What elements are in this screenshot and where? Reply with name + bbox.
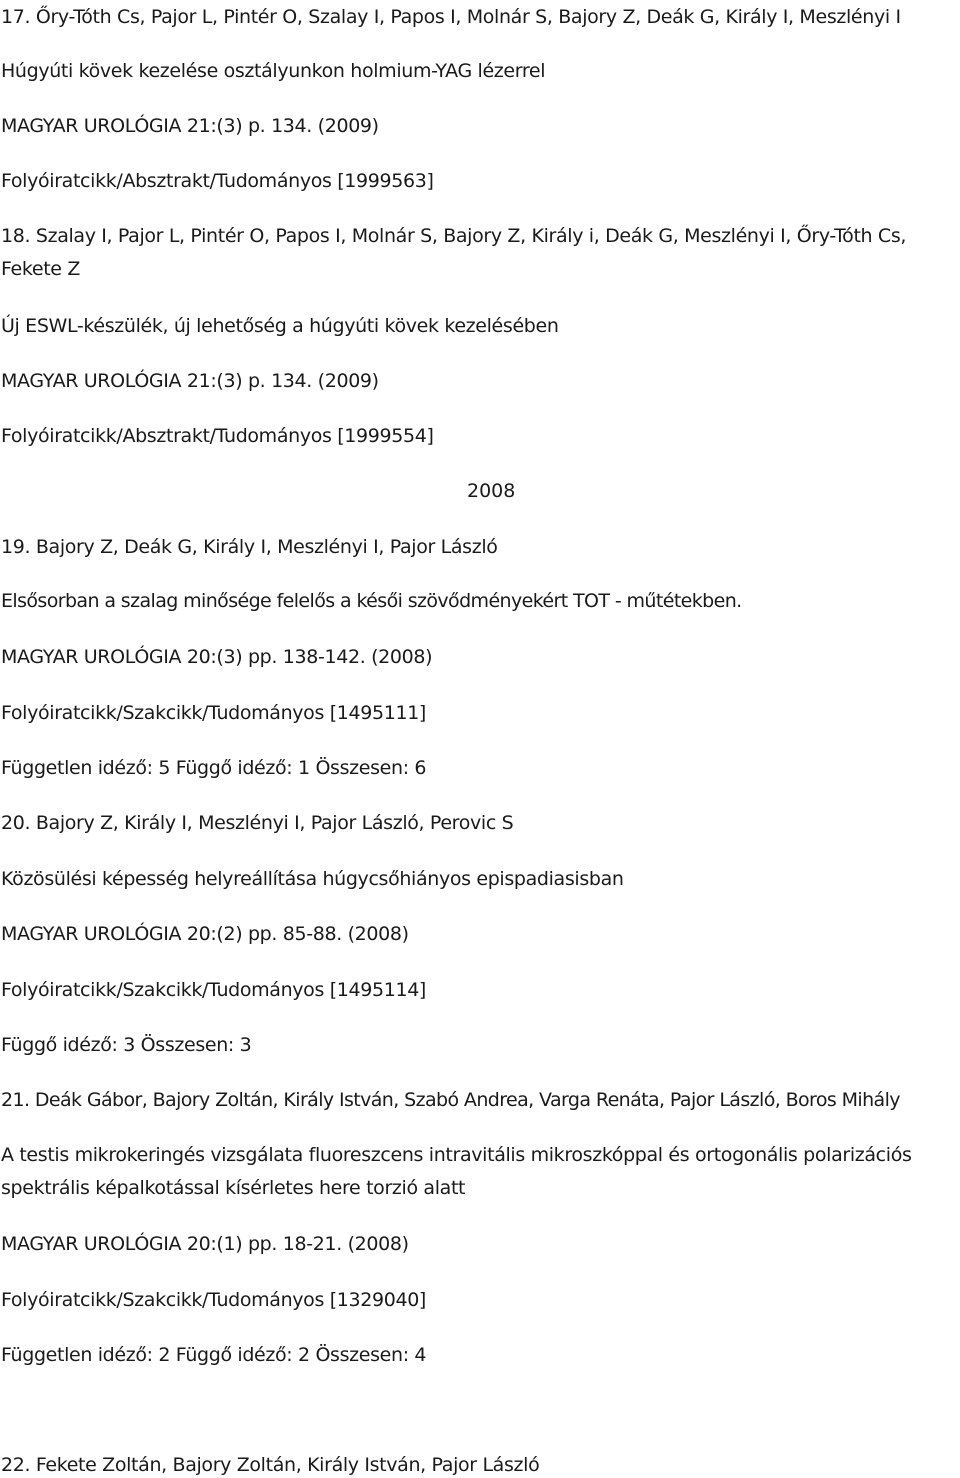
entry-20-journal: MAGYAR UROLÓGIA 20:(2) pp. 85-88. (2008) bbox=[1, 923, 409, 945]
entry-18-journal: MAGYAR UROLÓGIA 21:(3) p. 134. (2009) bbox=[1, 370, 379, 392]
entry-22-authors: 22. Fekete Zoltán, Bajory Zoltán, Király István, Pajor László bbox=[1, 1454, 540, 1476]
entry-17-type: Folyóiratcikk/Absztrakt/Tudományos [1999563] bbox=[1, 170, 434, 192]
entry-21-type: Folyóiratcikk/Szakcikk/Tudományos [1329040] bbox=[1, 1289, 426, 1311]
entry-20-title: Közösülési képesség helyreállítása húgycsőhiányos epispadiasisban bbox=[1, 868, 624, 890]
entry-20-citations: Függő idéző: 3 Összesen: 3 bbox=[1, 1034, 252, 1056]
entry-19-type: Folyóiratcikk/Szakcikk/Tudományos [1495111] bbox=[1, 702, 426, 724]
entry-19-title: Elsősorban a szalag minősége felelős a késői szövődményekért TOT - műtétekben. bbox=[1, 590, 742, 612]
year-heading: 2008 bbox=[467, 480, 516, 502]
entry-18-type: Folyóiratcikk/Absztrakt/Tudományos [1999554] bbox=[1, 425, 434, 447]
entry-20-authors: 20. Bajory Z, Király I, Meszlényi I, Pajor László, Perovic S bbox=[1, 812, 514, 834]
entry-20-type: Folyóiratcikk/Szakcikk/Tudományos [1495114] bbox=[1, 979, 426, 1001]
entry-17-journal: MAGYAR UROLÓGIA 21:(3) p. 134. (2009) bbox=[1, 115, 379, 137]
entry-19-authors: 19. Bajory Z, Deák G, Király I, Meszlényi I, Pajor László bbox=[1, 536, 498, 558]
entry-18-title: Új ESWL-készülék, új lehetőség a húgyúti kövek kezelésében bbox=[1, 315, 559, 337]
entry-17-authors: 17. Őry-Tóth Cs, Pajor L, Pintér O, Szalay I, Papos I, Molnár S, Bajory Z, Deák G, Király I, Meszlényi I bbox=[1, 6, 901, 28]
entry-19-journal: MAGYAR UROLÓGIA 20:(3) pp. 138-142. (2008) bbox=[1, 646, 433, 668]
entry-17-title: Húgyúti kövek kezelése osztályunkon holmium-YAG lézerrel bbox=[1, 60, 546, 82]
entry-21-authors: 21. Deák Gábor, Bajory Zoltán, Király István, Szabó Andrea, Varga Renáta, Pajor László, Boros Mihály bbox=[1, 1089, 900, 1111]
entry-21-title: A testis mikrokeringés vizsgálata fluoreszcens intravitális mikroszkóppal és ortogonális polarizációs spektrális képalkotással kísérletes here torzió alatt bbox=[1, 1144, 912, 1199]
entry-21-journal: MAGYAR UROLÓGIA 20:(1) pp. 18-21. (2008) bbox=[1, 1233, 409, 1255]
entry-19-citations: Független idéző: 5 Függő idéző: 1 Összesen: 6 bbox=[1, 757, 427, 779]
entry-21-citations: Független idéző: 2 Függő idéző: 2 Összesen: 4 bbox=[1, 1344, 427, 1366]
entry-18-authors: 18. Szalay I, Pajor L, Pintér O, Papos I, Molnár S, Bajory Z, Király i, Deák G, Meszlényi I, Őry-Tóth Cs, Fekete Z bbox=[1, 225, 907, 280]
